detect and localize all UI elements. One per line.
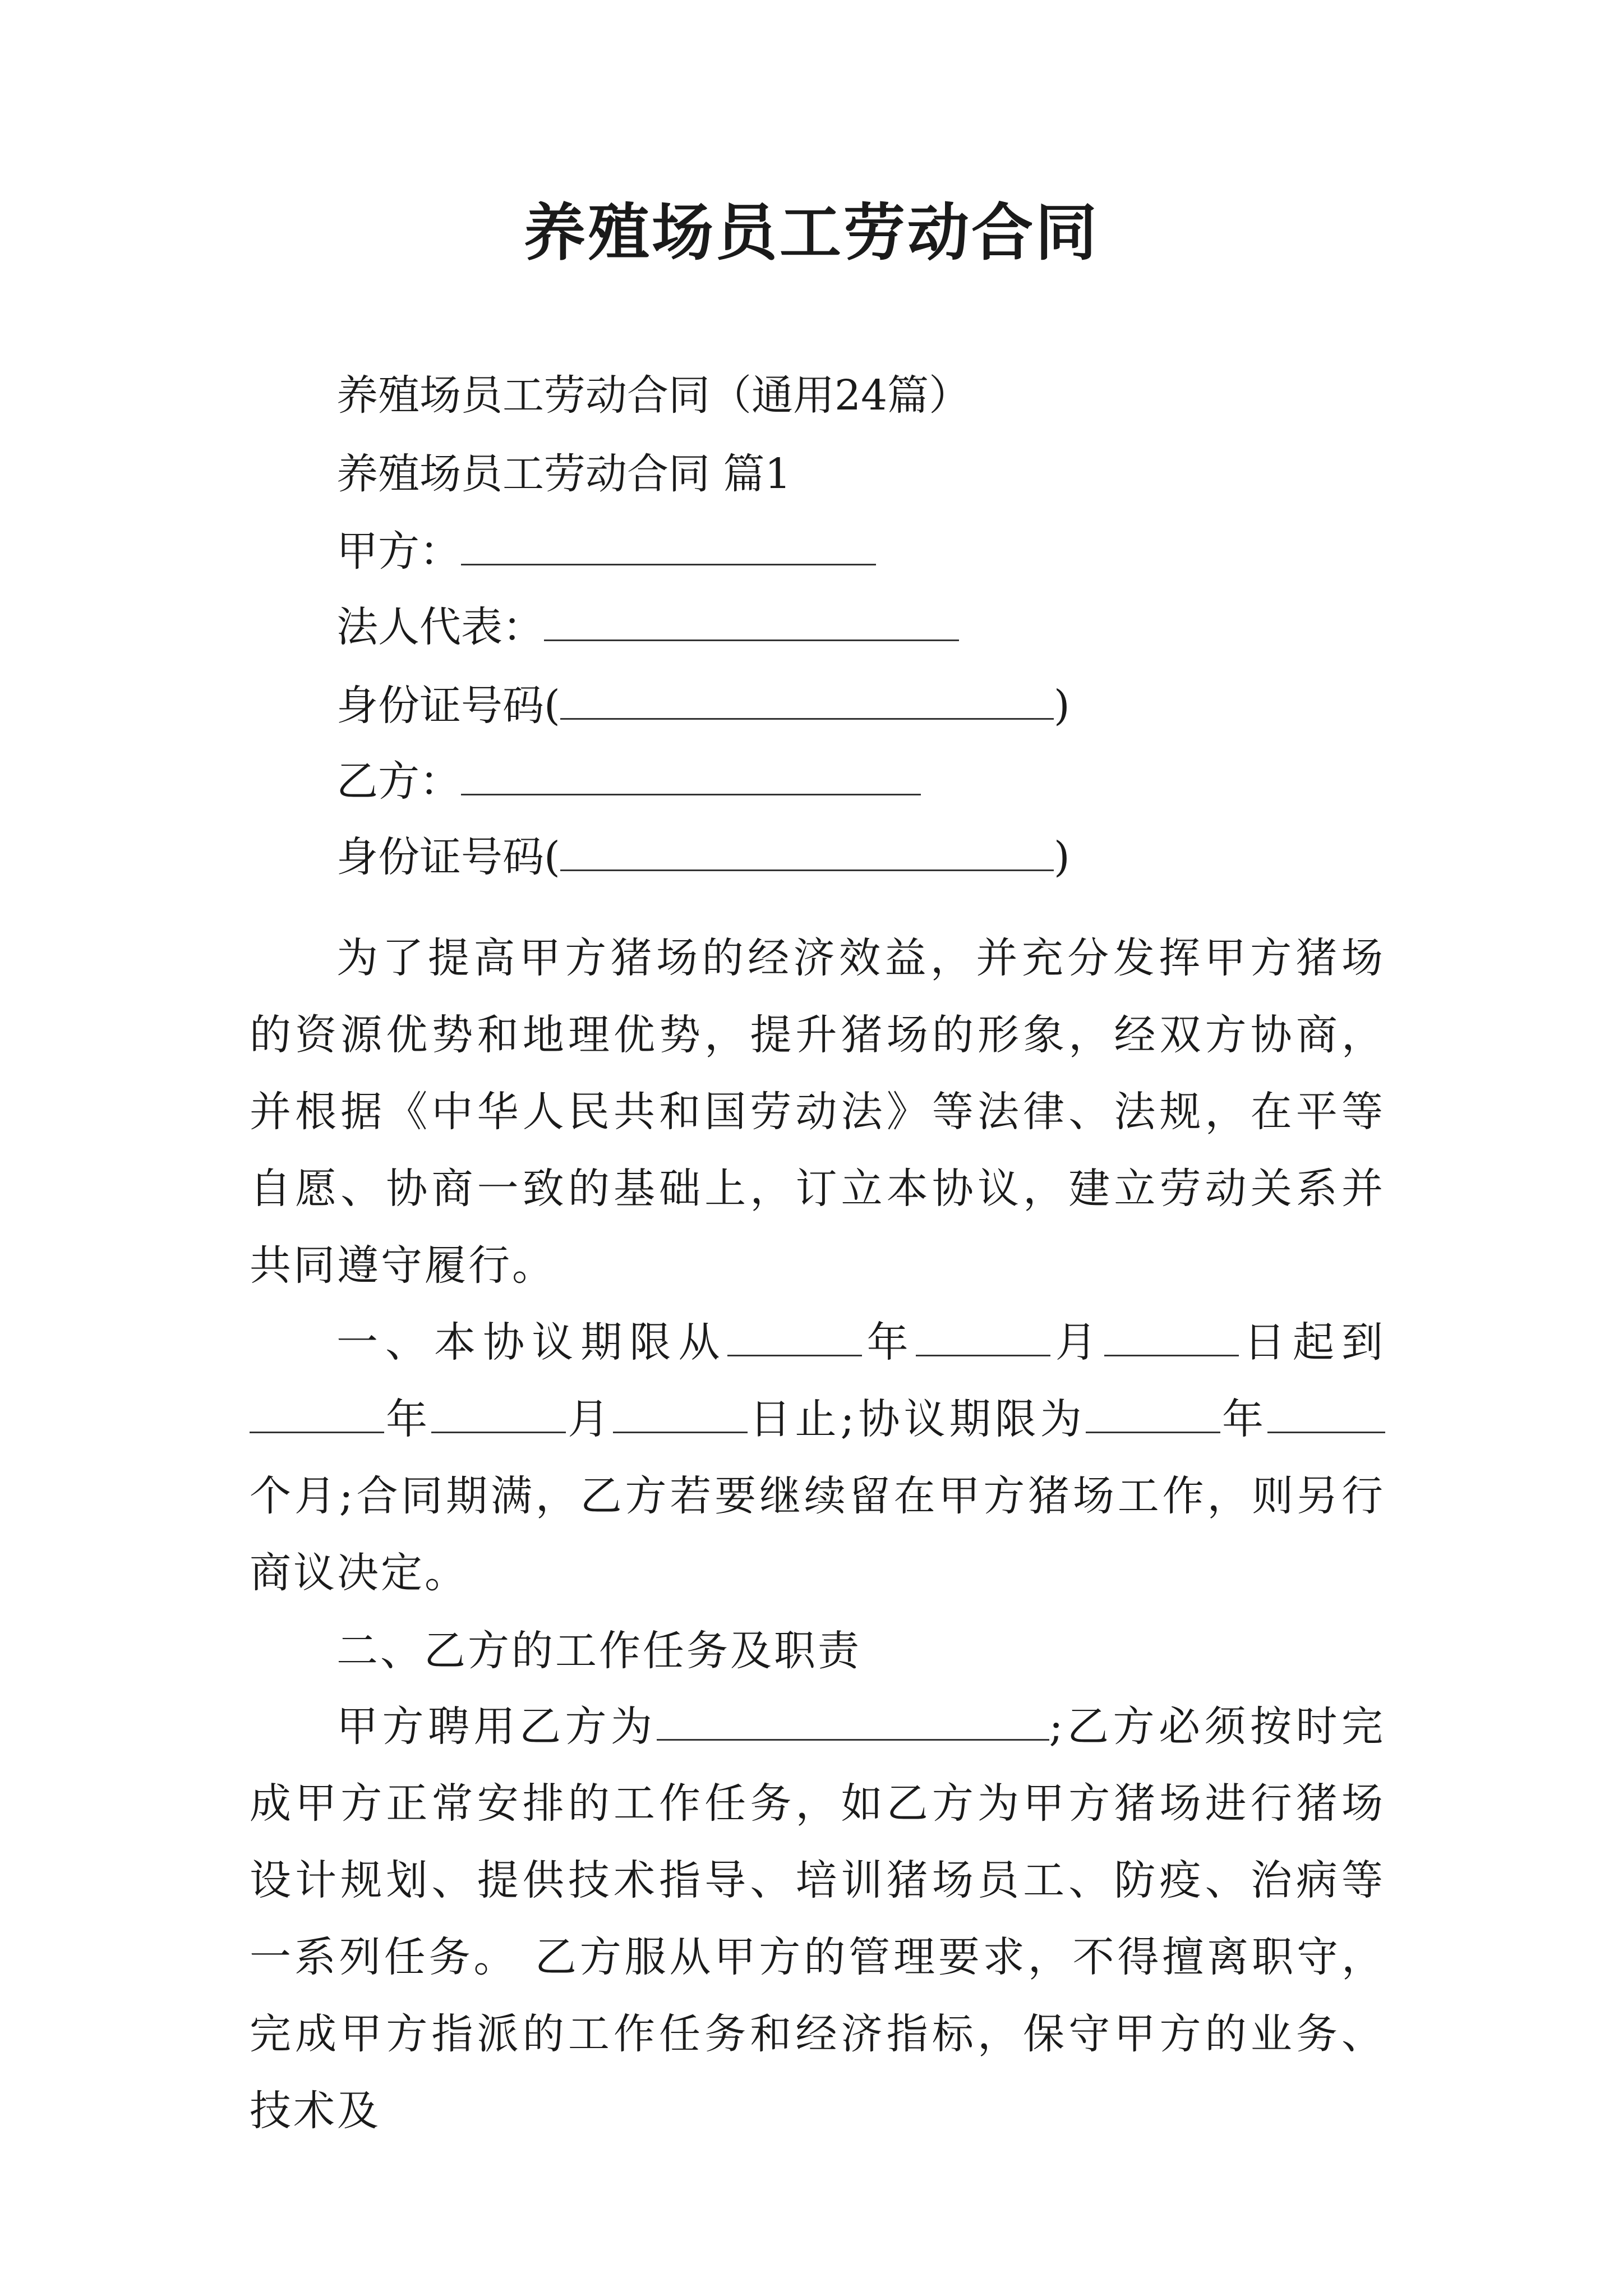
legal-rep-line [336, 600, 959, 652]
duties-text: ;乙方必须按时完成甲方正常安排的工作任务，如乙方为甲方猪场进行猪场设计规划、提供技术指导、培训猪场员工、防疫、治病等一系列任务。 乙方服从甲方的管理要求，不得擅离职守，完成甲方指派的工作任务和经济指标，保守甲方的业务、技术及 [250, 1703, 1385, 2135]
duties-heading: 二、乙方的工作任务及职责 [336, 1627, 861, 1675]
hire-intro: 甲方聘用乙方为 [336, 1703, 657, 1751]
legal-rep-blank [544, 600, 959, 641]
legal-rep-label: 法人代表： [336, 603, 544, 651]
id-b-suffix: ) [1053, 833, 1070, 881]
start-year-blank [727, 1315, 862, 1356]
end-month-blank [431, 1392, 566, 1433]
party-a-line [336, 524, 876, 577]
start-month-blank [916, 1315, 1050, 1356]
party-b-blank [461, 754, 921, 795]
party-a-blank [461, 524, 876, 565]
term-intro: 一、本协议期限从 [336, 1318, 727, 1366]
year-label: 年 [384, 1395, 432, 1443]
duration-month-blank [1267, 1392, 1385, 1433]
id-a-blank [560, 679, 1054, 720]
day-from-label: 日起到 [1238, 1318, 1386, 1366]
position-blank [657, 1700, 1049, 1741]
start-day-blank [1104, 1315, 1239, 1356]
duration-year-blank [1086, 1392, 1220, 1433]
document-title: 养殖场员工劳动合同 [524, 196, 1099, 269]
end-day-blank [613, 1392, 748, 1433]
month-label: 月 [1050, 1318, 1104, 1366]
party-b-line [336, 754, 921, 807]
party-b-label: 乙方： [336, 757, 461, 806]
term-rest: 个月;合同期满，乙方若要继续留在甲方猪场工作，则另行商议决定。 [250, 1472, 1385, 1597]
id-a-line [336, 679, 1070, 731]
id-a-prefix: 身份证号码( [336, 682, 560, 730]
year-label: 年 [861, 1318, 916, 1366]
term-paragraph [250, 1304, 1385, 1612]
day-to-label: 日止;协议期限为 [748, 1395, 1086, 1443]
end-year-blank [250, 1392, 384, 1433]
id-b-prefix: 身份证号码( [336, 833, 560, 881]
id-b-line [336, 830, 1070, 882]
subtitle-line: 养殖场员工劳动合同（通用24篇） [336, 371, 971, 420]
id-a-suffix: ) [1053, 682, 1070, 730]
duties-paragraph [250, 1688, 1385, 2150]
id-b-blank [560, 830, 1054, 871]
preamble-paragraph: 为了提高甲方猪场的经济效益，并充分发挥甲方猪场的资源优势和地理优势，提升猪场的形象，经双方协商，并根据《中华人民共和国劳动法》等法律、法规，在平等自愿、协商一致的基础上，订立本协议，建立劳动关系并共同遵守履行。 [250, 934, 1385, 1290]
month-label: 月 [566, 1395, 614, 1443]
party-a-label: 甲方： [336, 527, 461, 576]
section-heading: 养殖场员工劳动合同 篇1 [336, 450, 791, 498]
year-label: 年 [1220, 1395, 1268, 1443]
